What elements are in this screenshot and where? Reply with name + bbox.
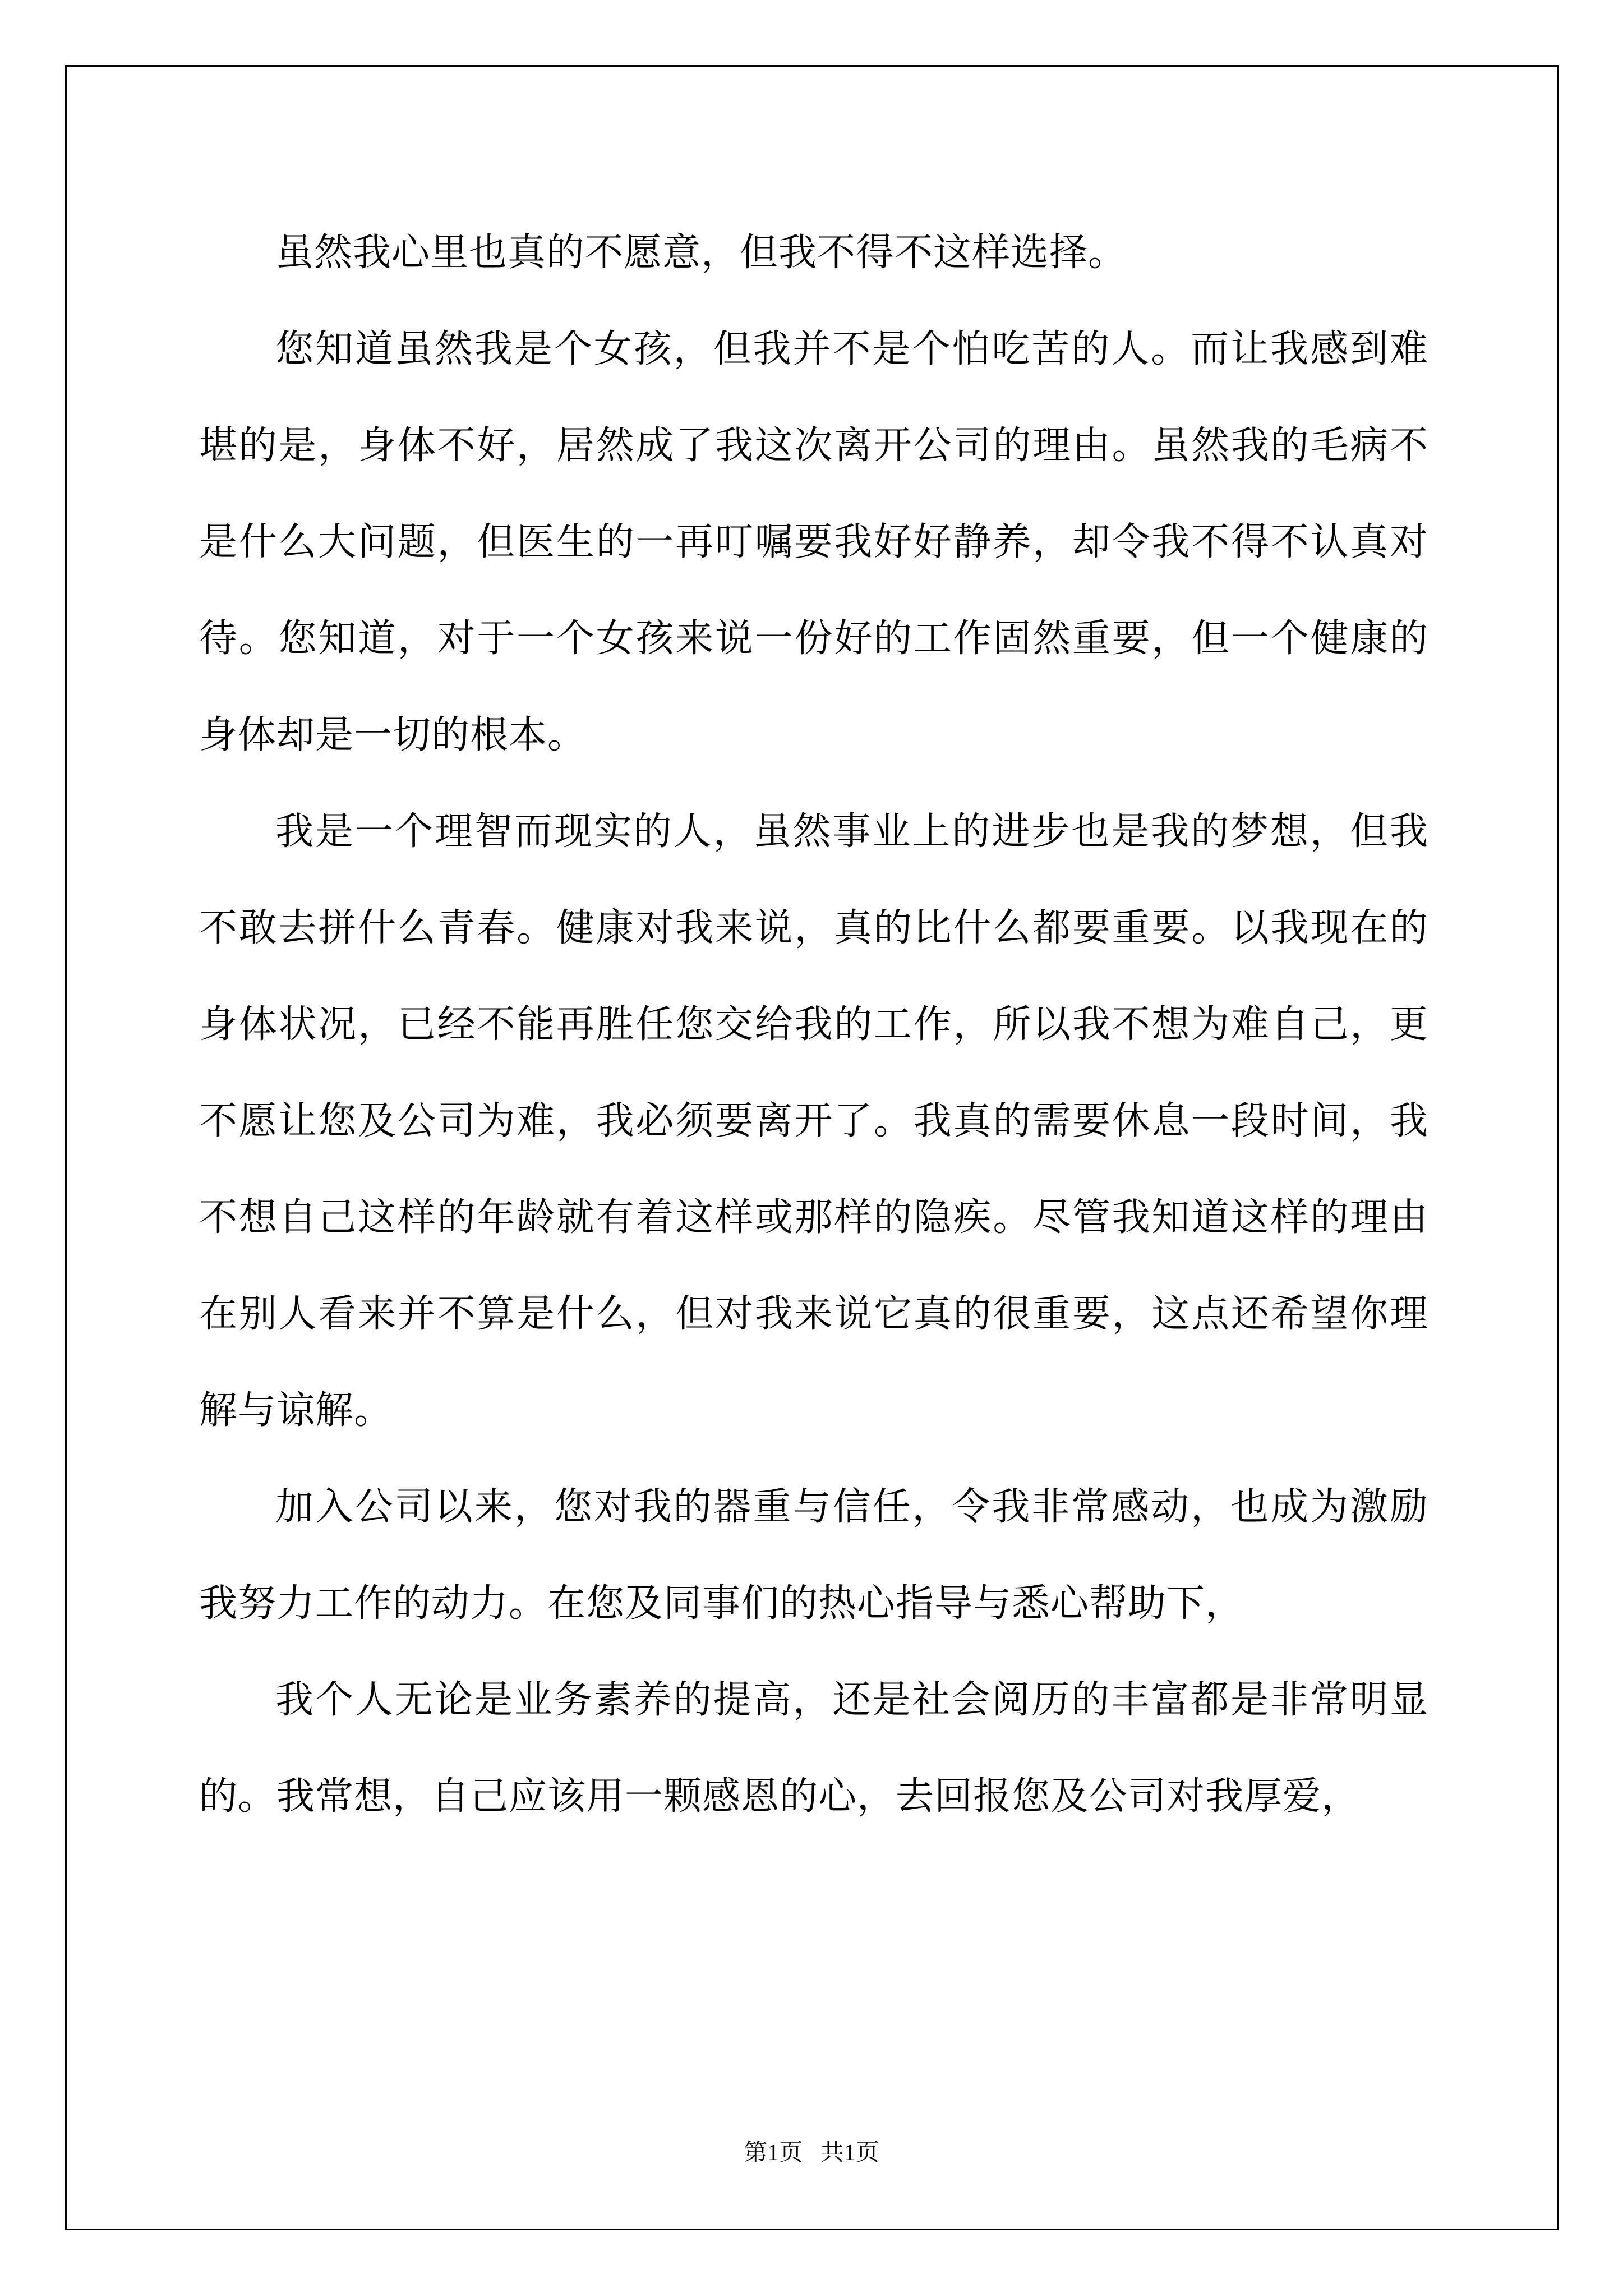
- paragraph: 我是一个理智而现实的人，虽然事业上的进步也是我的梦想，但我不敢去拼什么青春。健康对我来说，真的比什么都要重要。以我现在的身体状况，已经不能再胜任您交给我的工作，所以我不想为难自己，更不愿让您及公司为难，我必须要离开了。我真的需要休息一段时间，我不想自己这样的年龄就有着这样或那样的隐疾。尽管我知道这样的理由在别人看来并不算是什么，但对我来说它真的很重要，这点还希望你理解与谅解。: [199, 809, 1428, 1433]
- paragraph: 您知道虽然我是个女孩，但我并不是个怕吃苦的人。而让我感到难堪的是，身体不好，居然成了我这次离开公司的理由。虽然我的毛病不是什么大问题，但医生的一再叮嘱要我好好静养，却令我不得不认真对待。您知道，对于一个女孩来说一份好的工作固然重要，但一个健康的身体却是一切的根本。: [199, 327, 1428, 757]
- paragraph: 虽然我心里也真的不愿意，但我不得不这样选择。: [275, 231, 1127, 275]
- paragraph: 加入公司以来，您对我的器重与信任，令我非常感动，也成为激励我努力工作的动力。在您及同事们的热心指导与悉心帮助下，: [199, 1485, 1428, 1626]
- paragraph: 我个人无论是业务素养的提高，还是社会阅历的丰富都是非常明显的。我常想，自己应该用一颗感恩的心，去回报您及公司对我厚爱，: [199, 1678, 1428, 1819]
- page-number-footer: 第1页 共1页: [744, 2140, 879, 2166]
- document-body: [199, 205, 1428, 1845]
